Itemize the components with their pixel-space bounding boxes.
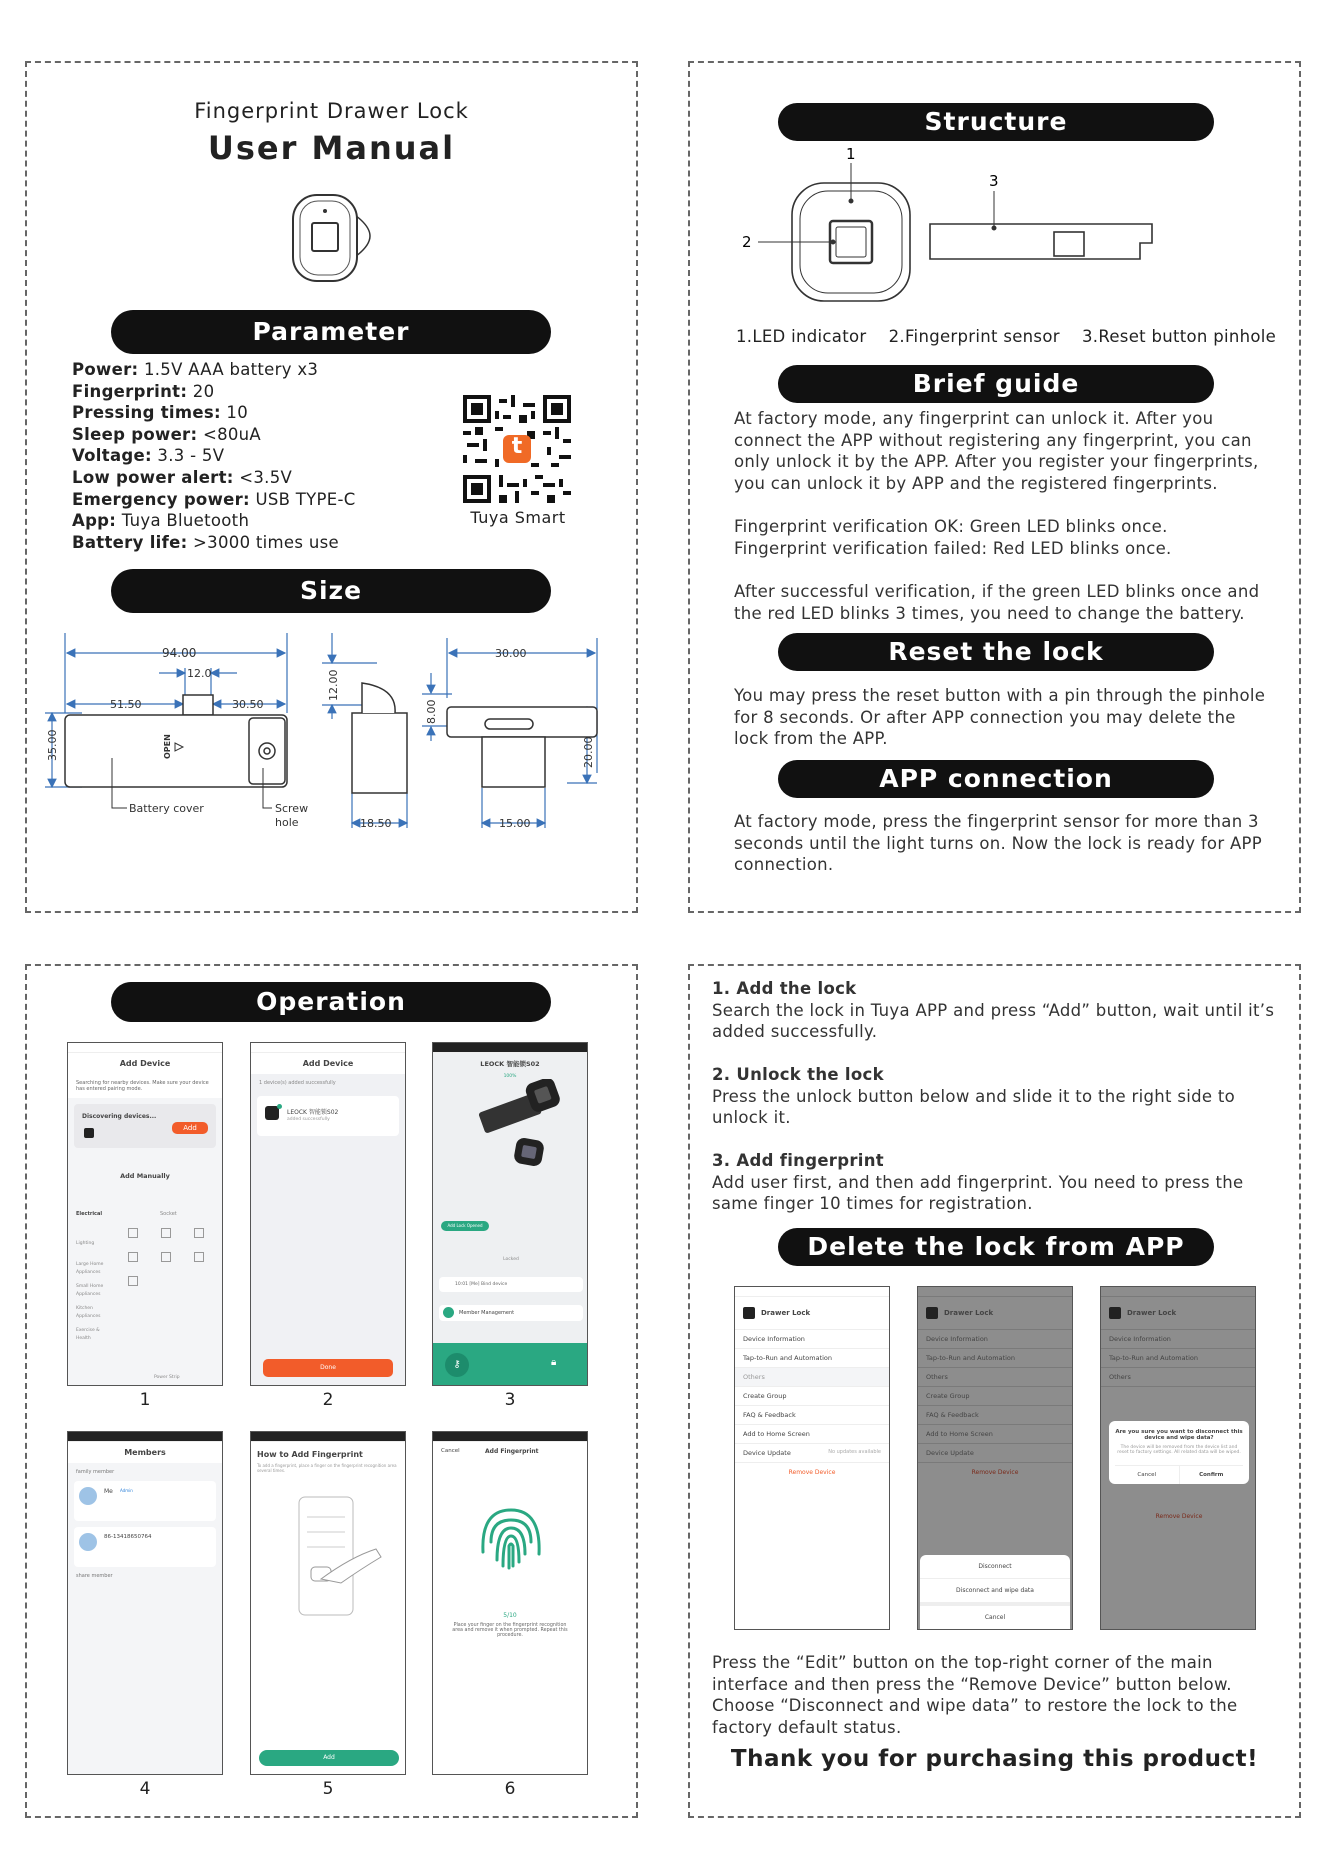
- screen-how-to-add-fingerprint: [250, 1431, 406, 1775]
- dim-18: 18.50: [360, 817, 392, 830]
- d1-group[interactable]: Create Group: [735, 1387, 889, 1406]
- dim-35: 35.00: [46, 729, 59, 761]
- d1-home[interactable]: Add to Home Screen: [735, 1425, 889, 1444]
- dim-94: 94.00: [162, 646, 197, 660]
- d1-tap[interactable]: Tap-to-Run and Automation: [735, 1349, 889, 1368]
- screen6-instructions: Place your finger on the fingerprint recognition area and remove it when prompted. Repeat this procedure.: [452, 1623, 568, 1638]
- screen3-locked: Locked: [503, 1257, 519, 1262]
- callout-1: 1: [846, 145, 856, 163]
- d2-home: Add to Home Screen: [918, 1425, 1072, 1444]
- param-pressing: Pressing times: 10: [72, 403, 249, 423]
- dim-8: 8.00: [425, 699, 438, 724]
- step-2-title: 2. Unlock the lock: [712, 1065, 884, 1084]
- d2-update: Device Update: [918, 1444, 1072, 1463]
- screen1-small: Small Home Appliances: [76, 1284, 104, 1297]
- dim-12: 12.0: [187, 667, 212, 680]
- screen2-done-button[interactable]: Done: [263, 1359, 393, 1377]
- d3-tap: Tap-to-Run and Automation: [1101, 1349, 1255, 1368]
- dim-30-50: 30.50: [232, 698, 264, 711]
- d1-no-update: No updates available: [828, 1449, 881, 1455]
- d1-others: Others: [735, 1368, 889, 1387]
- param-battery: Battery life: >3000 times use: [72, 532, 339, 552]
- screen3-member[interactable]: Member Management: [439, 1305, 583, 1321]
- step-1-title: 1. Add the lock: [712, 979, 857, 998]
- dim-20: 20.00: [582, 736, 595, 768]
- param-low-power: Low power alert: <3.5V: [72, 467, 293, 487]
- panel-guide: [688, 61, 1301, 913]
- screen1-title: Add Device: [68, 1053, 222, 1074]
- screen5-sub: To add a fingerprint, place a finger on the fingerprint recognition area several times.: [257, 1463, 397, 1473]
- param-app: App: Tuya Bluetooth: [72, 511, 250, 531]
- param-voltage: Voltage: 3.3 - 5V: [72, 446, 225, 466]
- screen3-record: 10:01 [Me] Bind device: [439, 1277, 583, 1292]
- fingerprint-icon: [433, 1492, 588, 1592]
- d2-disconnect[interactable]: Disconnect: [920, 1555, 1070, 1579]
- d1-remove-device[interactable]: Remove Device: [788, 1469, 836, 1476]
- screen5-add-button[interactable]: Add: [259, 1750, 399, 1766]
- hole-label: hole: [275, 816, 299, 829]
- d1-info[interactable]: Device Information: [735, 1330, 889, 1349]
- screen2-title: Add Device: [251, 1053, 405, 1074]
- screen4-share: share member: [76, 1573, 113, 1579]
- screen6-cancel[interactable]: Cancel: [441, 1448, 460, 1454]
- screen3-unlock-slider[interactable]: [433, 1343, 588, 1386]
- step-2-text: Press the unlock button below and slide it to the right side to unlock it.: [712, 1086, 1236, 1127]
- step-3-title: 3. Add fingerprint: [712, 1151, 884, 1170]
- lock-illustration: [275, 181, 375, 291]
- screen6-count: 5/10: [503, 1612, 517, 1619]
- d2-name: Drawer Lock: [944, 1309, 994, 1317]
- d2-faq: FAQ & Feedback: [918, 1406, 1072, 1425]
- screen2-device-sub: added successfully: [287, 1117, 330, 1122]
- reset-heading: Reset the lock: [778, 633, 1214, 671]
- d2-wipe[interactable]: Disconnect and wipe data: [920, 1579, 1070, 1606]
- step-3-text: Add user first, and then add fingerprint. You need to press the same finger 10 times for registration.: [712, 1172, 1244, 1213]
- battery-cover-label: Battery cover: [129, 802, 204, 815]
- screen1-add-button[interactable]: Add: [172, 1122, 208, 1134]
- d3-remove: Remove Device: [1155, 1513, 1203, 1520]
- panel-operation: [25, 964, 638, 1818]
- dim-51: 51.50: [110, 698, 142, 711]
- step-2: [712, 1064, 1282, 1129]
- step-1: [712, 978, 1282, 1043]
- brief-guide-heading: Brief guide: [778, 365, 1214, 403]
- structure-heading: Structure: [778, 103, 1214, 141]
- size-diagram: [27, 623, 636, 913]
- callout-3: 3: [989, 172, 999, 190]
- screen1-kitchen: Kitchen Appliances: [76, 1306, 101, 1319]
- app-connection-heading: APP connection: [778, 760, 1214, 798]
- lock-photo: [433, 1079, 588, 1179]
- brief-paragraph-2a: Fingerprint verification OK: Green LED blinks once.: [734, 517, 1168, 536]
- screen1-add-manually: Add Manually: [120, 1172, 170, 1180]
- parameter-list: [72, 359, 356, 553]
- size-heading: Size: [111, 569, 551, 613]
- padlock-icon: 🔒︎: [551, 1357, 557, 1368]
- screen1-electrical: Electrical: [76, 1211, 103, 1217]
- d3-dialog-text: The device will be removed from the device list and reset to factory settings. All related data will be wiped.: [1117, 1445, 1241, 1455]
- screen-members: [67, 1431, 223, 1775]
- d2-remove: Remove Device: [971, 1469, 1019, 1476]
- dim-12v: 12.00: [327, 669, 340, 701]
- structure-diagram: [730, 143, 1270, 343]
- screen-device-settings: [734, 1286, 890, 1630]
- caption-3: 3: [504, 1390, 516, 1410]
- screen4-admin: Admin: [120, 1488, 133, 1493]
- d3-confirm[interactable]: Confirm: [1199, 1472, 1224, 1478]
- dim-15: 15.00: [499, 817, 531, 830]
- caption-6: 6: [504, 1779, 516, 1799]
- manual-title: User Manual: [207, 129, 456, 167]
- product-subtitle: Fingerprint Drawer Lock: [194, 99, 469, 123]
- caption-4: 4: [139, 1779, 151, 1799]
- d1-name: Drawer Lock: [761, 1309, 811, 1317]
- param-power: Power: 1.5V AAA battery x3: [72, 360, 319, 379]
- d1-faq[interactable]: FAQ & Feedback: [735, 1406, 889, 1425]
- param-emergency: Emergency power: USB TYPE-C: [72, 489, 356, 509]
- brief-paragraph-1: At factory mode, any fingerprint can unlock it. After you connect the APP without registering any fingerprint, you can only unlock it by the APP. After you register your fingerprints, you can unlock it by APP and the registered fingerprints.: [734, 409, 1259, 493]
- brief-paragraph-3: After successful verification, if the green LED blinks once and the red LED blinks 3 times, you need to change the battery.: [734, 582, 1260, 623]
- screw-label: Screw: [275, 802, 309, 815]
- open-label: OPEN: [163, 734, 172, 759]
- d1-update[interactable]: Device Update: [743, 1449, 791, 1457]
- screen1-exercise: Exercise & Health: [76, 1328, 100, 1341]
- screen-lock-home: [432, 1042, 588, 1386]
- panel-steps: [688, 964, 1301, 1818]
- screen-confirm-dialog: [1100, 1286, 1256, 1630]
- screen-add-device: [67, 1042, 223, 1386]
- final-paragraph: Press the “Edit” button on the top-right corner of the main interface and then press the “Remove Device” button below. Choose “Disconnect and wipe data” to restore the lock to the factory default status.: [712, 1653, 1238, 1737]
- parameter-heading: Parameter: [111, 310, 551, 354]
- step-1-text: Search the lock in Tuya APP and press “Add” button, wait until it’s added successfully.: [712, 1000, 1275, 1041]
- screen-device-added: [250, 1042, 406, 1386]
- caption-2: 2: [322, 1390, 334, 1410]
- callout-2: 2: [742, 233, 752, 251]
- screen4-phone: 86-13418650764: [104, 1534, 152, 1540]
- param-sleep: Sleep power: <80uA: [72, 424, 262, 444]
- screen6-title: Add Fingerprint: [485, 1448, 539, 1455]
- screen3-tag: Add Lock Opened: [441, 1221, 489, 1231]
- qr-logo-letter: t: [511, 434, 523, 459]
- fingerprint-lock-illustration: [251, 1487, 406, 1627]
- reset-paragraph: You may press the reset button with a pin through the pinhole for 8 seconds. Or after APP connection you may delete the lock from the APP.: [734, 686, 1266, 748]
- brief-paragraph-2b: Fingerprint verification failed: Red LED blinks once.: [734, 539, 1172, 558]
- param-fingerprint: Fingerprint: 20: [72, 381, 215, 401]
- thank-you: Thank you for purchasing this product!: [730, 1746, 1259, 1772]
- d3-info: Device Information: [1101, 1330, 1255, 1349]
- dim-30: 30.00: [495, 647, 527, 660]
- panel-cover: [25, 61, 638, 913]
- d3-cancel[interactable]: Cancel: [1115, 1466, 1180, 1484]
- screen3-battery: 100%: [503, 1074, 517, 1079]
- screen4-family: family member: [76, 1469, 115, 1475]
- d3-others: Others: [1101, 1368, 1255, 1387]
- screen1-lighting: Lighting: [76, 1241, 95, 1246]
- screen-add-fingerprint-progress: [432, 1431, 588, 1775]
- screen1-large: Large Home Appliances: [76, 1262, 104, 1275]
- screen5-title: How to Add Fingerprint: [257, 1450, 363, 1459]
- d2-info: Device Information: [918, 1330, 1072, 1349]
- screen2-device: LEOCK 智能锁S02: [287, 1109, 339, 1116]
- screen4-title: Members: [68, 1442, 222, 1463]
- screen1-searching: Searching for nearby devices. Make sure your device has entered pairing mode.: [68, 1074, 222, 1098]
- step-3: [712, 1150, 1282, 1215]
- qr-caption: Tuya Smart: [470, 508, 566, 527]
- screen4-me: Me: [104, 1488, 113, 1495]
- delete-heading: Delete the lock from APP: [778, 1228, 1214, 1266]
- app-paragraph: At factory mode, press the fingerprint sensor for more than 3 seconds until the light turns on. Now the lock is ready for APP connection.: [734, 812, 1263, 874]
- d2-cancel[interactable]: Cancel: [984, 1614, 1006, 1621]
- d3-name: Drawer Lock: [1127, 1309, 1177, 1317]
- d3-dialog-title: Are you sure you want to disconnect this device and wipe data?: [1115, 1429, 1243, 1441]
- screen1-socket: Socket: [160, 1211, 177, 1217]
- screen1-discovering: Discovering devices...: [82, 1113, 157, 1120]
- d2-group: Create Group: [918, 1387, 1072, 1406]
- screen1-power-strip: Power Strip: [154, 1375, 180, 1380]
- d2-tap: Tap-to-Run and Automation: [918, 1349, 1072, 1368]
- structure-caption: 1.LED indicator 2.Fingerprint sensor 3.Reset button pinhole: [736, 327, 1277, 346]
- caption-5: 5: [322, 1779, 334, 1799]
- screen2-sub: 1 device(s) added successfully: [259, 1080, 336, 1086]
- screen3-title: LEOCK 智能锁S02: [433, 1053, 587, 1074]
- screen-disconnect-sheet: [917, 1286, 1073, 1630]
- caption-1: 1: [139, 1390, 151, 1410]
- key-icon: ⚷: [445, 1353, 469, 1377]
- operation-heading: Operation: [111, 982, 551, 1022]
- d2-others: Others: [918, 1368, 1072, 1387]
